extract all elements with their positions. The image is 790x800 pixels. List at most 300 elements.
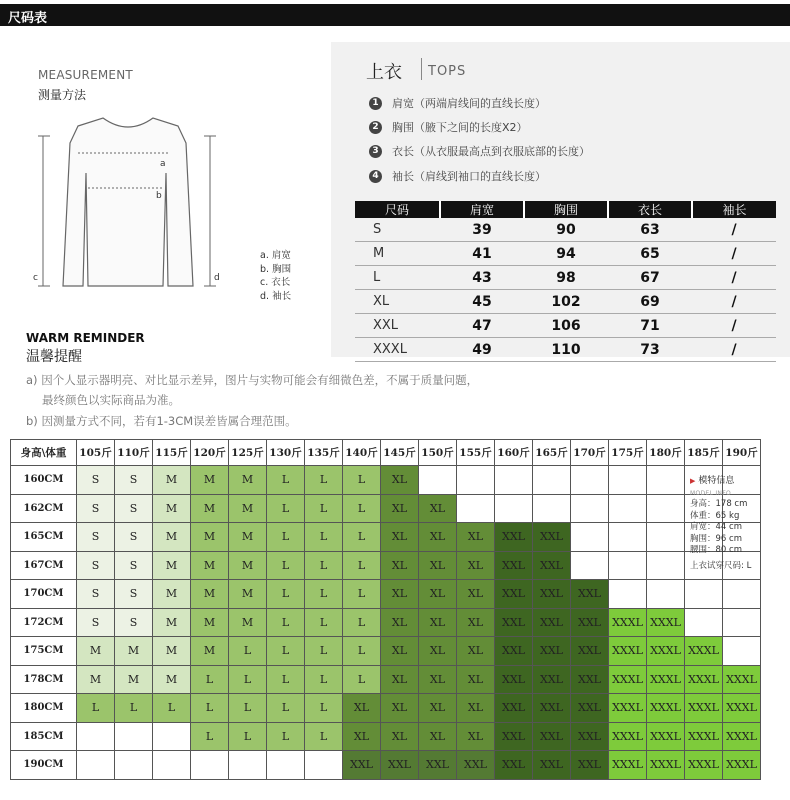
size-fit-cell: L <box>153 694 191 723</box>
weight-header: 140斤 <box>343 440 381 466</box>
note-a-line1: a) 因个人显示器明亮、对比显示差异，图片与实物可能会有细微色差，不属于质量问题， <box>26 373 479 387</box>
size-fit-cell <box>571 523 609 552</box>
size-fit-cell: XL <box>381 608 419 637</box>
size-fit-cell: XXXL <box>609 751 647 780</box>
size-fit-cell <box>77 722 115 751</box>
size-fit-cell <box>419 466 457 495</box>
weight-header: 185斤 <box>685 440 723 466</box>
size-fit-cell: L <box>267 608 305 637</box>
size-fit-cell: XL <box>457 580 495 609</box>
size-fit-cell: XL <box>381 551 419 580</box>
definition-row <box>369 168 546 184</box>
size-fit-cell: XXXL <box>647 665 685 694</box>
height-label: 170CM <box>11 580 77 609</box>
size-fit-cell: L <box>191 694 229 723</box>
size-fit-cell: XL <box>419 608 457 637</box>
size-fit-cell: L <box>77 694 115 723</box>
size-fit-cell <box>647 551 685 580</box>
marker-a: a <box>160 159 166 169</box>
size-fit-cell: L <box>343 608 381 637</box>
definition-text: 袖长（肩线到袖口的直线长度） <box>392 170 546 183</box>
legend-c: c. 衣长 <box>260 277 291 288</box>
size-fit-cell: XXL <box>571 665 609 694</box>
length-cell: 73 <box>608 338 692 362</box>
grid-row <box>11 466 761 495</box>
model-line: 肩宽：44 cm <box>690 522 742 532</box>
size-fit-cell: M <box>191 494 229 523</box>
column-header: 胸围 <box>524 201 608 218</box>
marker-b: b <box>156 191 162 201</box>
size-fit-cell: L <box>305 466 343 495</box>
measurement-title-cn: 测量方法 <box>38 88 87 102</box>
size-fit-cell: S <box>115 551 153 580</box>
column-header: 袖长 <box>692 201 776 218</box>
chest-cell: 102 <box>524 290 608 314</box>
size-fit-cell: L <box>267 694 305 723</box>
model-info <box>690 476 751 572</box>
height-label: 165CM <box>11 523 77 552</box>
height-label: 185CM <box>11 722 77 751</box>
model-line: 身高：178 cm <box>690 499 748 509</box>
number-3-icon: 3 <box>369 145 382 158</box>
weight-header: 190斤 <box>723 440 761 466</box>
size-fit-cell: M <box>77 665 115 694</box>
size-fit-cell: XL <box>419 551 457 580</box>
weight-header: 160斤 <box>495 440 533 466</box>
sleeve-cell: / <box>692 314 776 338</box>
size-fit-cell: XXL <box>495 551 533 580</box>
size-fit-cell: M <box>229 494 267 523</box>
note-b-line1: b) 因测量方式不同，若有1-3CM误差皆属合理范围。 <box>26 414 297 428</box>
model-line: 胸围：96 cm <box>690 533 742 544</box>
size-cell: XXL <box>355 314 440 338</box>
weight-header: 115斤 <box>153 440 191 466</box>
size-fit-cell: XL <box>419 665 457 694</box>
sleeve-cell: / <box>692 290 776 314</box>
size-fit-cell: XXL <box>381 751 419 780</box>
chest-cell: 98 <box>524 266 608 290</box>
column-header: 衣长 <box>608 201 692 218</box>
size-fit-cell: M <box>115 637 153 666</box>
size-fit-cell: S <box>115 580 153 609</box>
size-fit-cell <box>571 466 609 495</box>
shoulder-cell: 45 <box>440 290 524 314</box>
measure-legend <box>260 249 291 303</box>
size-fit-cell: M <box>153 523 191 552</box>
size-fit-cell <box>723 637 761 666</box>
size-fit-cell: XL <box>343 722 381 751</box>
size-fit-cell <box>685 580 723 609</box>
reminder-title-en: WARM REMINDER <box>26 331 145 345</box>
size-fit-cell: XL <box>419 580 457 609</box>
table-row <box>355 338 776 362</box>
size-fit-cell: L <box>305 637 343 666</box>
size-fit-cell: XXXL <box>647 608 685 637</box>
size-fit-cell: L <box>267 722 305 751</box>
legend-a: a. 肩宽 <box>260 250 291 261</box>
size-cell: XL <box>355 290 440 314</box>
size-fit-cell: XXL <box>495 580 533 609</box>
triangle-icon: ▶ <box>690 477 696 485</box>
size-fit-cell: XL <box>457 523 495 552</box>
size-fit-cell: XXXL <box>609 694 647 723</box>
size-fit-cell: L <box>305 722 343 751</box>
size-fit-cell: M <box>229 551 267 580</box>
size-fit-cell: L <box>191 722 229 751</box>
size-fit-cell: XXL <box>571 637 609 666</box>
size-fit-cell: XL <box>381 722 419 751</box>
size-fit-cell: L <box>343 551 381 580</box>
size-fit-cell: L <box>305 665 343 694</box>
size-fit-cell: XXXL <box>609 637 647 666</box>
size-fit-cell <box>723 580 761 609</box>
size-fit-cell <box>495 466 533 495</box>
size-fit-cell <box>115 722 153 751</box>
definition-text: 衣长（从衣服最高点到衣服底部的长度） <box>392 145 590 158</box>
size-fit-cell <box>457 494 495 523</box>
size-fit-cell: XL <box>381 665 419 694</box>
size-fit-cell: L <box>305 580 343 609</box>
size-fit-cell: XL <box>381 694 419 723</box>
size-fit-cell: L <box>267 494 305 523</box>
size-fit-cell: XXXL <box>723 722 761 751</box>
height-label: 180CM <box>11 694 77 723</box>
size-fit-cell <box>609 580 647 609</box>
size-fit-cell <box>647 466 685 495</box>
size-fit-cell <box>609 466 647 495</box>
size-fit-cell: XL <box>457 665 495 694</box>
weight-header: 175斤 <box>609 440 647 466</box>
size-fit-cell: M <box>153 665 191 694</box>
size-fit-cell: XXXL <box>685 722 723 751</box>
weight-header: 180斤 <box>647 440 685 466</box>
size-fit-cell <box>115 751 153 780</box>
size-fit-cell: XL <box>457 694 495 723</box>
size-fit-cell: M <box>77 637 115 666</box>
height-label: 175CM <box>11 637 77 666</box>
size-fit-cell <box>533 494 571 523</box>
size-fit-cell <box>457 466 495 495</box>
size-fit-cell: XXL <box>533 751 571 780</box>
weight-header: 135斤 <box>305 440 343 466</box>
size-fit-cell <box>571 494 609 523</box>
weight-header: 120斤 <box>191 440 229 466</box>
size-fit-cell: XL <box>381 580 419 609</box>
size-fit-cell <box>495 494 533 523</box>
size-fit-cell: XXL <box>343 751 381 780</box>
size-cell: M <box>355 242 440 266</box>
size-fit-cell: XXL <box>571 751 609 780</box>
grid-row <box>11 551 761 580</box>
size-fit-cell: XXXL <box>685 694 723 723</box>
weight-header: 150斤 <box>419 440 457 466</box>
size-fit-cell: M <box>229 580 267 609</box>
size-fit-cell: S <box>115 523 153 552</box>
size-fit-cell: XXL <box>533 580 571 609</box>
size-fit-cell: M <box>153 637 191 666</box>
tops-title-cn: 上衣 <box>366 62 402 83</box>
legend-b: b. 胸围 <box>260 263 292 275</box>
size-fit-cell: XXXL <box>723 751 761 780</box>
size-fit-cell <box>571 551 609 580</box>
size-fit-cell: M <box>191 551 229 580</box>
size-fit-cell <box>153 722 191 751</box>
reminder-title-cn: 温馨提醒 <box>26 349 82 365</box>
model-info-title: 模特信息 <box>698 476 735 486</box>
size-fit-cell: M <box>153 466 191 495</box>
size-fit-cell: L <box>343 665 381 694</box>
weight-header: 125斤 <box>229 440 267 466</box>
size-fit-cell <box>609 494 647 523</box>
size-fit-cell: XXL <box>571 694 609 723</box>
chest-cell: 106 <box>524 314 608 338</box>
size-fit-cell: L <box>343 580 381 609</box>
size-fit-cell: XL <box>419 722 457 751</box>
model-line: 体重：65 kg <box>690 510 740 521</box>
size-fit-cell: L <box>305 694 343 723</box>
model-info-title-en: MODEL INFO <box>690 489 731 497</box>
size-fit-cell: XXL <box>495 665 533 694</box>
definition-row <box>369 119 528 135</box>
length-cell: 69 <box>608 290 692 314</box>
size-fit-cell: XXL <box>495 523 533 552</box>
size-fit-cell: M <box>153 608 191 637</box>
size-fit-cell: XL <box>343 694 381 723</box>
weight-header: 110斤 <box>115 440 153 466</box>
size-fit-cell <box>609 523 647 552</box>
number-2-icon: 2 <box>369 121 382 134</box>
grid-row <box>11 494 761 523</box>
weight-header: 145斤 <box>381 440 419 466</box>
size-fit-cell <box>229 751 267 780</box>
size-fit-cell: L <box>305 551 343 580</box>
size-fit-cell: L <box>343 523 381 552</box>
size-fit-cell: XL <box>381 523 419 552</box>
chest-cell: 110 <box>524 338 608 362</box>
size-fit-cell: M <box>153 580 191 609</box>
length-cell: 67 <box>608 266 692 290</box>
size-fit-cell: L <box>267 466 305 495</box>
size-fit-cell: XXL <box>495 608 533 637</box>
size-fit-cell: L <box>305 608 343 637</box>
size-table <box>355 201 776 362</box>
size-fit-cell: XXL <box>571 722 609 751</box>
size-fit-cell: M <box>191 523 229 552</box>
size-fit-cell: XXXL <box>647 637 685 666</box>
size-fit-cell: XXXL <box>609 722 647 751</box>
size-fit-cell <box>647 494 685 523</box>
grid-header-row <box>11 440 761 466</box>
size-fit-cell: S <box>115 466 153 495</box>
table-row <box>355 290 776 314</box>
size-fit-cell: M <box>191 608 229 637</box>
size-fit-cell: M <box>191 637 229 666</box>
size-fit-cell: XXXL <box>609 665 647 694</box>
size-fit-cell: L <box>267 637 305 666</box>
length-cell: 71 <box>608 314 692 338</box>
size-fit-cell: XL <box>457 608 495 637</box>
size-fit-cell: XXXL <box>723 694 761 723</box>
table-row <box>355 242 776 266</box>
size-fit-cell: S <box>77 608 115 637</box>
size-fit-cell: M <box>229 523 267 552</box>
size-fit-cell: M <box>191 580 229 609</box>
size-fit-cell: XXL <box>533 608 571 637</box>
sleeve-cell: / <box>692 218 776 242</box>
size-fit-cell: XXL <box>533 722 571 751</box>
size-cell: XXXL <box>355 338 440 362</box>
size-fit-cell: L <box>343 637 381 666</box>
size-fit-cell: L <box>267 523 305 552</box>
size-fit-cell: XL <box>457 722 495 751</box>
height-label: 167CM <box>11 551 77 580</box>
size-fit-cell <box>77 751 115 780</box>
size-fit-cell: XXXL <box>685 637 723 666</box>
number-1-icon: 1 <box>369 97 382 110</box>
size-fit-cell: XXL <box>533 523 571 552</box>
table-row <box>355 266 776 290</box>
length-cell: 65 <box>608 242 692 266</box>
definition-row <box>369 143 590 159</box>
size-fit-cell <box>647 523 685 552</box>
size-fit-cell: L <box>191 665 229 694</box>
size-fit-cell: XXL <box>571 608 609 637</box>
size-fit-cell <box>609 551 647 580</box>
marker-d: d <box>214 273 220 283</box>
height-label: 190CM <box>11 751 77 780</box>
size-fit-cell: L <box>305 523 343 552</box>
measurement-title-en: MEASUREMENT <box>38 68 133 82</box>
chest-cell: 90 <box>524 218 608 242</box>
size-fit-cell: M <box>153 494 191 523</box>
height-label: 172CM <box>11 608 77 637</box>
grid-row <box>11 722 761 751</box>
size-fit-cell: XL <box>419 494 457 523</box>
table-row <box>355 314 776 338</box>
size-fit-cell: M <box>191 466 229 495</box>
size-fit-cell: XXL <box>533 694 571 723</box>
size-fit-cell: XXL <box>533 665 571 694</box>
size-fit-cell: XXXL <box>647 694 685 723</box>
size-fit-cell: XL <box>419 523 457 552</box>
size-fit-cell: S <box>115 494 153 523</box>
header-bar <box>0 4 790 26</box>
size-fit-cell: L <box>229 722 267 751</box>
grid-row <box>11 608 761 637</box>
shoulder-cell: 43 <box>440 266 524 290</box>
size-fit-cell: XXXL <box>647 722 685 751</box>
size-fit-cell: XXXL <box>647 751 685 780</box>
length-cell: 63 <box>608 218 692 242</box>
size-fit-cell: S <box>77 523 115 552</box>
weight-header: 130斤 <box>267 440 305 466</box>
size-fit-cell: M <box>229 608 267 637</box>
size-fit-cell <box>305 751 343 780</box>
sleeve-cell: / <box>692 266 776 290</box>
size-fit-cell: XXXL <box>723 665 761 694</box>
weight-header: 155斤 <box>457 440 495 466</box>
sleeve-cell: / <box>692 338 776 362</box>
grid-row <box>11 637 761 666</box>
size-fit-cell: L <box>343 494 381 523</box>
definition-text: 肩宽（两端肩线间的直线长度） <box>392 97 546 110</box>
size-fit-cell <box>647 580 685 609</box>
sleeve-cell: / <box>692 242 776 266</box>
size-fit-cell: XL <box>381 494 419 523</box>
note-a-line2: 最终颜色以实际商品为准。 <box>42 393 180 407</box>
size-table-header <box>355 201 776 218</box>
size-fit-cell <box>723 608 761 637</box>
size-fit-cell: L <box>267 665 305 694</box>
height-label: 160CM <box>11 466 77 495</box>
size-fit-cell: L <box>343 466 381 495</box>
column-header: 肩宽 <box>440 201 524 218</box>
size-cell: S <box>355 218 440 242</box>
chest-cell: 94 <box>524 242 608 266</box>
size-fit-cell: XL <box>381 466 419 495</box>
tops-title-en: TOPS <box>428 64 467 79</box>
size-fit-cell: XL <box>419 637 457 666</box>
shoulder-cell: 41 <box>440 242 524 266</box>
size-fit-cell: XL <box>457 551 495 580</box>
weight-header: 170斤 <box>571 440 609 466</box>
size-fit-cell: M <box>115 665 153 694</box>
size-fit-cell: L <box>267 580 305 609</box>
size-fit-cell: S <box>115 608 153 637</box>
shoulder-cell: 49 <box>440 338 524 362</box>
size-fit-cell: S <box>77 551 115 580</box>
size-fit-cell: M <box>229 466 267 495</box>
size-fit-cell: XXL <box>533 637 571 666</box>
size-fit-cell <box>153 751 191 780</box>
grid-row <box>11 694 761 723</box>
size-fit-cell: L <box>267 551 305 580</box>
size-fit-cell <box>191 751 229 780</box>
size-fit-cell <box>685 608 723 637</box>
tops-separator <box>421 58 422 80</box>
size-fit-cell: S <box>77 580 115 609</box>
size-fit-cell: M <box>153 551 191 580</box>
weight-header: 165斤 <box>533 440 571 466</box>
size-fit-cell: XXXL <box>609 608 647 637</box>
size-fit-cell: XXL <box>457 751 495 780</box>
grid-corner-label: 身高\体重 <box>11 440 77 466</box>
size-fit-cell <box>267 751 305 780</box>
height-label: 162CM <box>11 494 77 523</box>
size-fit-cell: XXL <box>571 580 609 609</box>
size-fit-cell: L <box>115 694 153 723</box>
page-title: 尺码表 <box>8 11 48 26</box>
fit-grid <box>10 439 761 780</box>
size-fit-cell: L <box>229 637 267 666</box>
size-fit-cell: XL <box>419 694 457 723</box>
size-fit-cell: XXL <box>495 722 533 751</box>
size-fit-cell <box>533 466 571 495</box>
shirt-diagram <box>28 108 228 293</box>
grid-row <box>11 580 761 609</box>
size-fit-cell: S <box>77 494 115 523</box>
size-fit-cell: XXL <box>533 551 571 580</box>
size-fit-cell: S <box>77 466 115 495</box>
grid-row <box>11 523 761 552</box>
marker-c: c <box>33 273 38 283</box>
size-fit-cell: L <box>305 494 343 523</box>
column-header: 尺码 <box>355 201 440 218</box>
size-fit-cell: L <box>229 694 267 723</box>
weight-header: 105斤 <box>77 440 115 466</box>
size-cell: L <box>355 266 440 290</box>
legend-d: d. 袖长 <box>260 290 292 302</box>
